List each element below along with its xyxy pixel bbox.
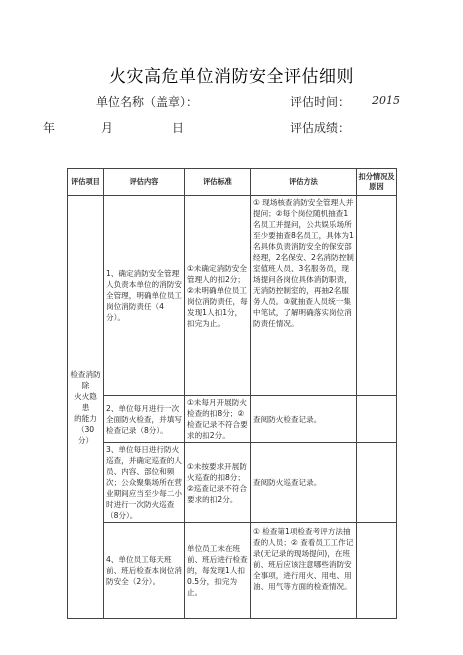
evaluation-table	[67, 168, 397, 619]
content-cell: 3、单位每日进行防火巡查，并确定巡查的人员、内容、部位和频次；公众聚集场所在营业期间应当至少每二小时进行一次防火巡查（8分）。	[104, 443, 185, 523]
method-cell: ① 检查第1项检查考评方法抽查的人员；② 查看员工工作记录(无记录的现场提问)，在班前、班后应该注意哪些消防安全事项，进行用火、用电、用油、用气等方面的检查情况。	[251, 523, 357, 619]
header-content: 评估内容	[104, 169, 185, 196]
standard-cell: 单位员工未在班前、班后进行检查的，每发现1人扣0.5分，扣完为止。	[185, 523, 251, 619]
evaluation-year-value: 2015	[372, 94, 400, 107]
document-title: 火灾高危单位消防安全评估细则	[109, 67, 354, 87]
content-cell: 1、确定消防安全管理人负责本单位的消防安全管理，明确单位员工岗位消防责任（4分）。	[104, 196, 185, 396]
category-line: （30 分）	[76, 424, 95, 445]
day-label: 日	[172, 121, 185, 135]
category-line: 除	[81, 380, 90, 390]
header-method: 评估方法	[251, 169, 357, 196]
content-cell: 2、单位每月进行一次全面防火检查，并填写检查记录（8分）。	[104, 396, 185, 443]
method-cell: ① 现场核查消防安全管理人并提问；②每个岗位随机抽查1名员工并提问，公共娱乐场所至少要抽查8名员工，具体为1名具体负责消防安全的保安部经理，2名保安、2名消防控制室值班人员、3名服务员，现场提问各岗位具体消防职责，无消防控制室的，再抽2名服务人员。③就抽查人员统一集中笔试，了解明确落实岗位消防责任情况。	[251, 196, 357, 396]
header-deduction: 扣分情况及原因	[357, 169, 397, 196]
header-item: 评估项目	[68, 169, 104, 196]
method-cell: 查阅防火巡查记录。	[251, 443, 357, 523]
standard-cell: ①未每月开展防火检查的扣8分；②检查记录不符合要求的扣2分。	[185, 396, 251, 443]
standard-cell: ①未确定消防安全管理人的扣2分；②未明确单位员工岗位消防责任，每发现1人扣1分，扣完为止。	[185, 196, 251, 396]
year-label: 年	[43, 121, 56, 135]
standard-cell: ①未按要求开展防火巡查的扣8分；②巡查记录不符合要求的扣2分。	[185, 443, 251, 523]
category-line: 检查消防	[70, 369, 101, 379]
month-label: 月	[101, 121, 114, 135]
deduction-cell	[357, 523, 397, 619]
deduction-cell	[357, 396, 397, 443]
category-line: 的能力	[74, 413, 97, 423]
table-row	[68, 523, 397, 619]
category-line: 火火隐	[74, 391, 97, 401]
deduction-cell	[357, 443, 397, 523]
header-standard: 评估标准	[185, 169, 251, 196]
unit-name-label: 单位名称（盖章）：	[96, 95, 199, 109]
table-row	[68, 396, 397, 443]
category-line: 患	[81, 402, 90, 412]
table-row	[68, 196, 397, 396]
table-row	[68, 443, 397, 523]
method-cell: 查阅防火检查记录。	[251, 396, 357, 443]
deduction-cell	[357, 196, 397, 396]
content-cell: 4、单位员工每天班前、班后检查本岗位消防安全（2分）。	[104, 523, 185, 619]
evaluation-time-label: 评估时间：	[290, 95, 351, 109]
table-header-row	[68, 169, 397, 196]
evaluation-result-label: 评估成绩：	[290, 121, 351, 135]
category-cell	[68, 196, 104, 619]
